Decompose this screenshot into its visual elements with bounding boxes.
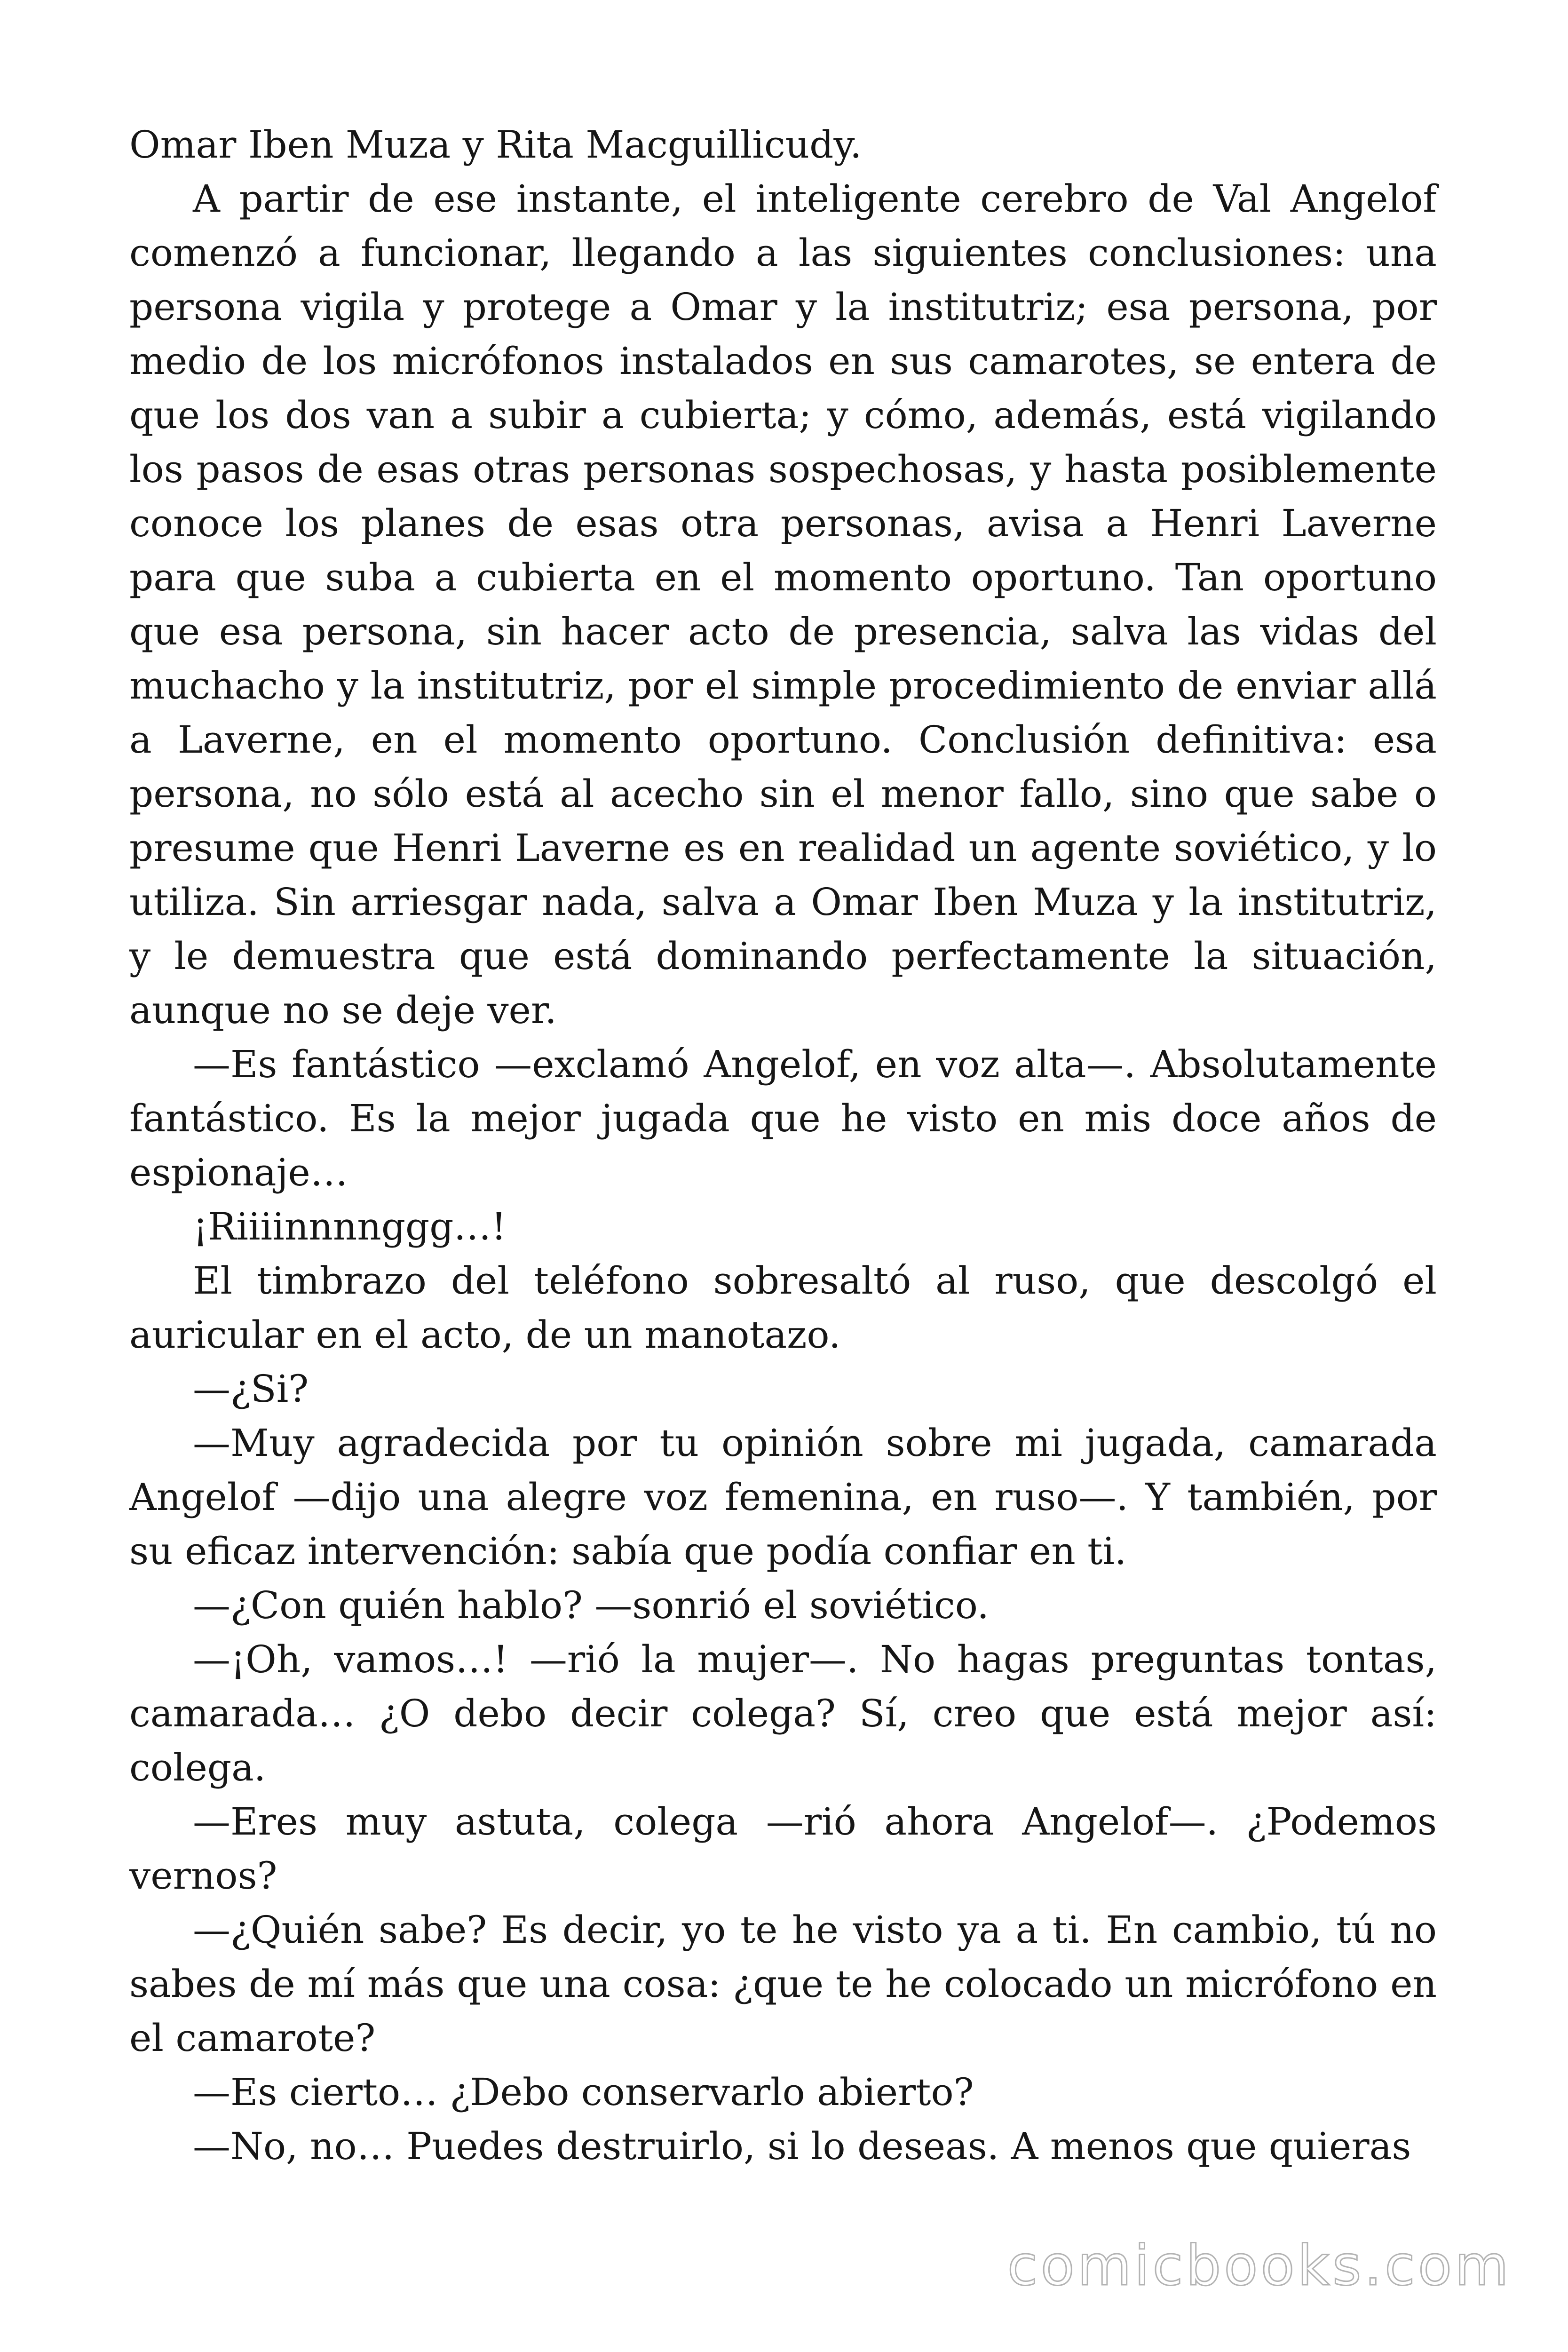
paragraph: —¿Con quién hablo? —sonrió el soviético. — [193, 1583, 989, 1627]
paragraph: —¿Si? — [193, 1367, 309, 1411]
paragraph: El timbrazo del teléfono sobresaltó al ruso, que descolgó el auricular en el acto, de un manotazo. — [129, 1259, 1437, 1357]
paragraph: —Es cierto… ¿Debo conservarlo abierto? — [193, 2070, 974, 2114]
paragraph: —Eres muy astuta, colega —rió ahora Angelof—. ¿Podemos vernos? — [129, 1800, 1437, 1898]
paragraph: —No, no… Puedes destruirlo, si lo deseas. A menos que quieras — [193, 2124, 1411, 2168]
paragraph: —Es fantástico —exclamó Angelof, en voz alta—. Absolutamente fantástico. Es la mejor jugada que he visto en mis doce años de espionaje… — [129, 1042, 1437, 1194]
paragraph: —¡Oh, vamos…! —rió la mujer—. No hagas preguntas tontas, camarada… ¿O debo decir colega? Sí, creo que está mejor así: colega. — [129, 1637, 1437, 1789]
paragraph: ¡Riiiinnnnggg…! — [193, 1205, 507, 1248]
paragraph: —Muy agradecida por tu opinión sobre mi jugada, camarada Angelof —dijo una alegre voz femenina, en ruso—. Y también, por su eficaz intervención: sabía que podía confiar en ti. — [129, 1421, 1437, 1573]
page-text — [129, 118, 1437, 2173]
paragraph: A partir de ese instante, el inteligente cerebro de Val Angelof comenzó a funcionar, llegando a las siguientes conclusiones: una persona vigila y protege a Omar y la institutriz; esa persona, por medio de los micrófonos instalados en sus camarotes, se entera de que los dos van a subir a cubierta; y cómo, además, está vigilando los pasos de esas otras personas sospechosas, y hasta posiblemente conoce los planes de esas otra personas, avisa a Henri Laverne para que suba a cubierta en el momento oportuno. Tan oportuno que esa persona, sin hacer acto de presencia, salva las vidas del muchacho y la institutriz, por el simple procedimiento de enviar allá a Laverne, en el momento oportuno. Conclusión definitiva: esa persona, no sólo está al acecho sin el menor fallo, sino que sabe o presume que Henri Laverne es en realidad un agente soviético, y lo utiliza. Sin arriesgar nada, salva a Omar Iben Muza y la institutriz, y le demuestra que está dominando perfectamente la situación, aunque no se deje ver. — [129, 177, 1437, 1032]
paragraph: —¿Quién sabe? Es decir, yo te he visto ya a ti. En cambio, tú no sabes de mí más que una cosa: ¿que te he colocado un micrófono en el camarote? — [129, 1908, 1437, 2060]
paragraph: Omar Iben Muza y Rita Macguillicudy. — [129, 123, 862, 167]
watermark-logo: comicbooks.com — [1007, 2233, 1512, 2298]
